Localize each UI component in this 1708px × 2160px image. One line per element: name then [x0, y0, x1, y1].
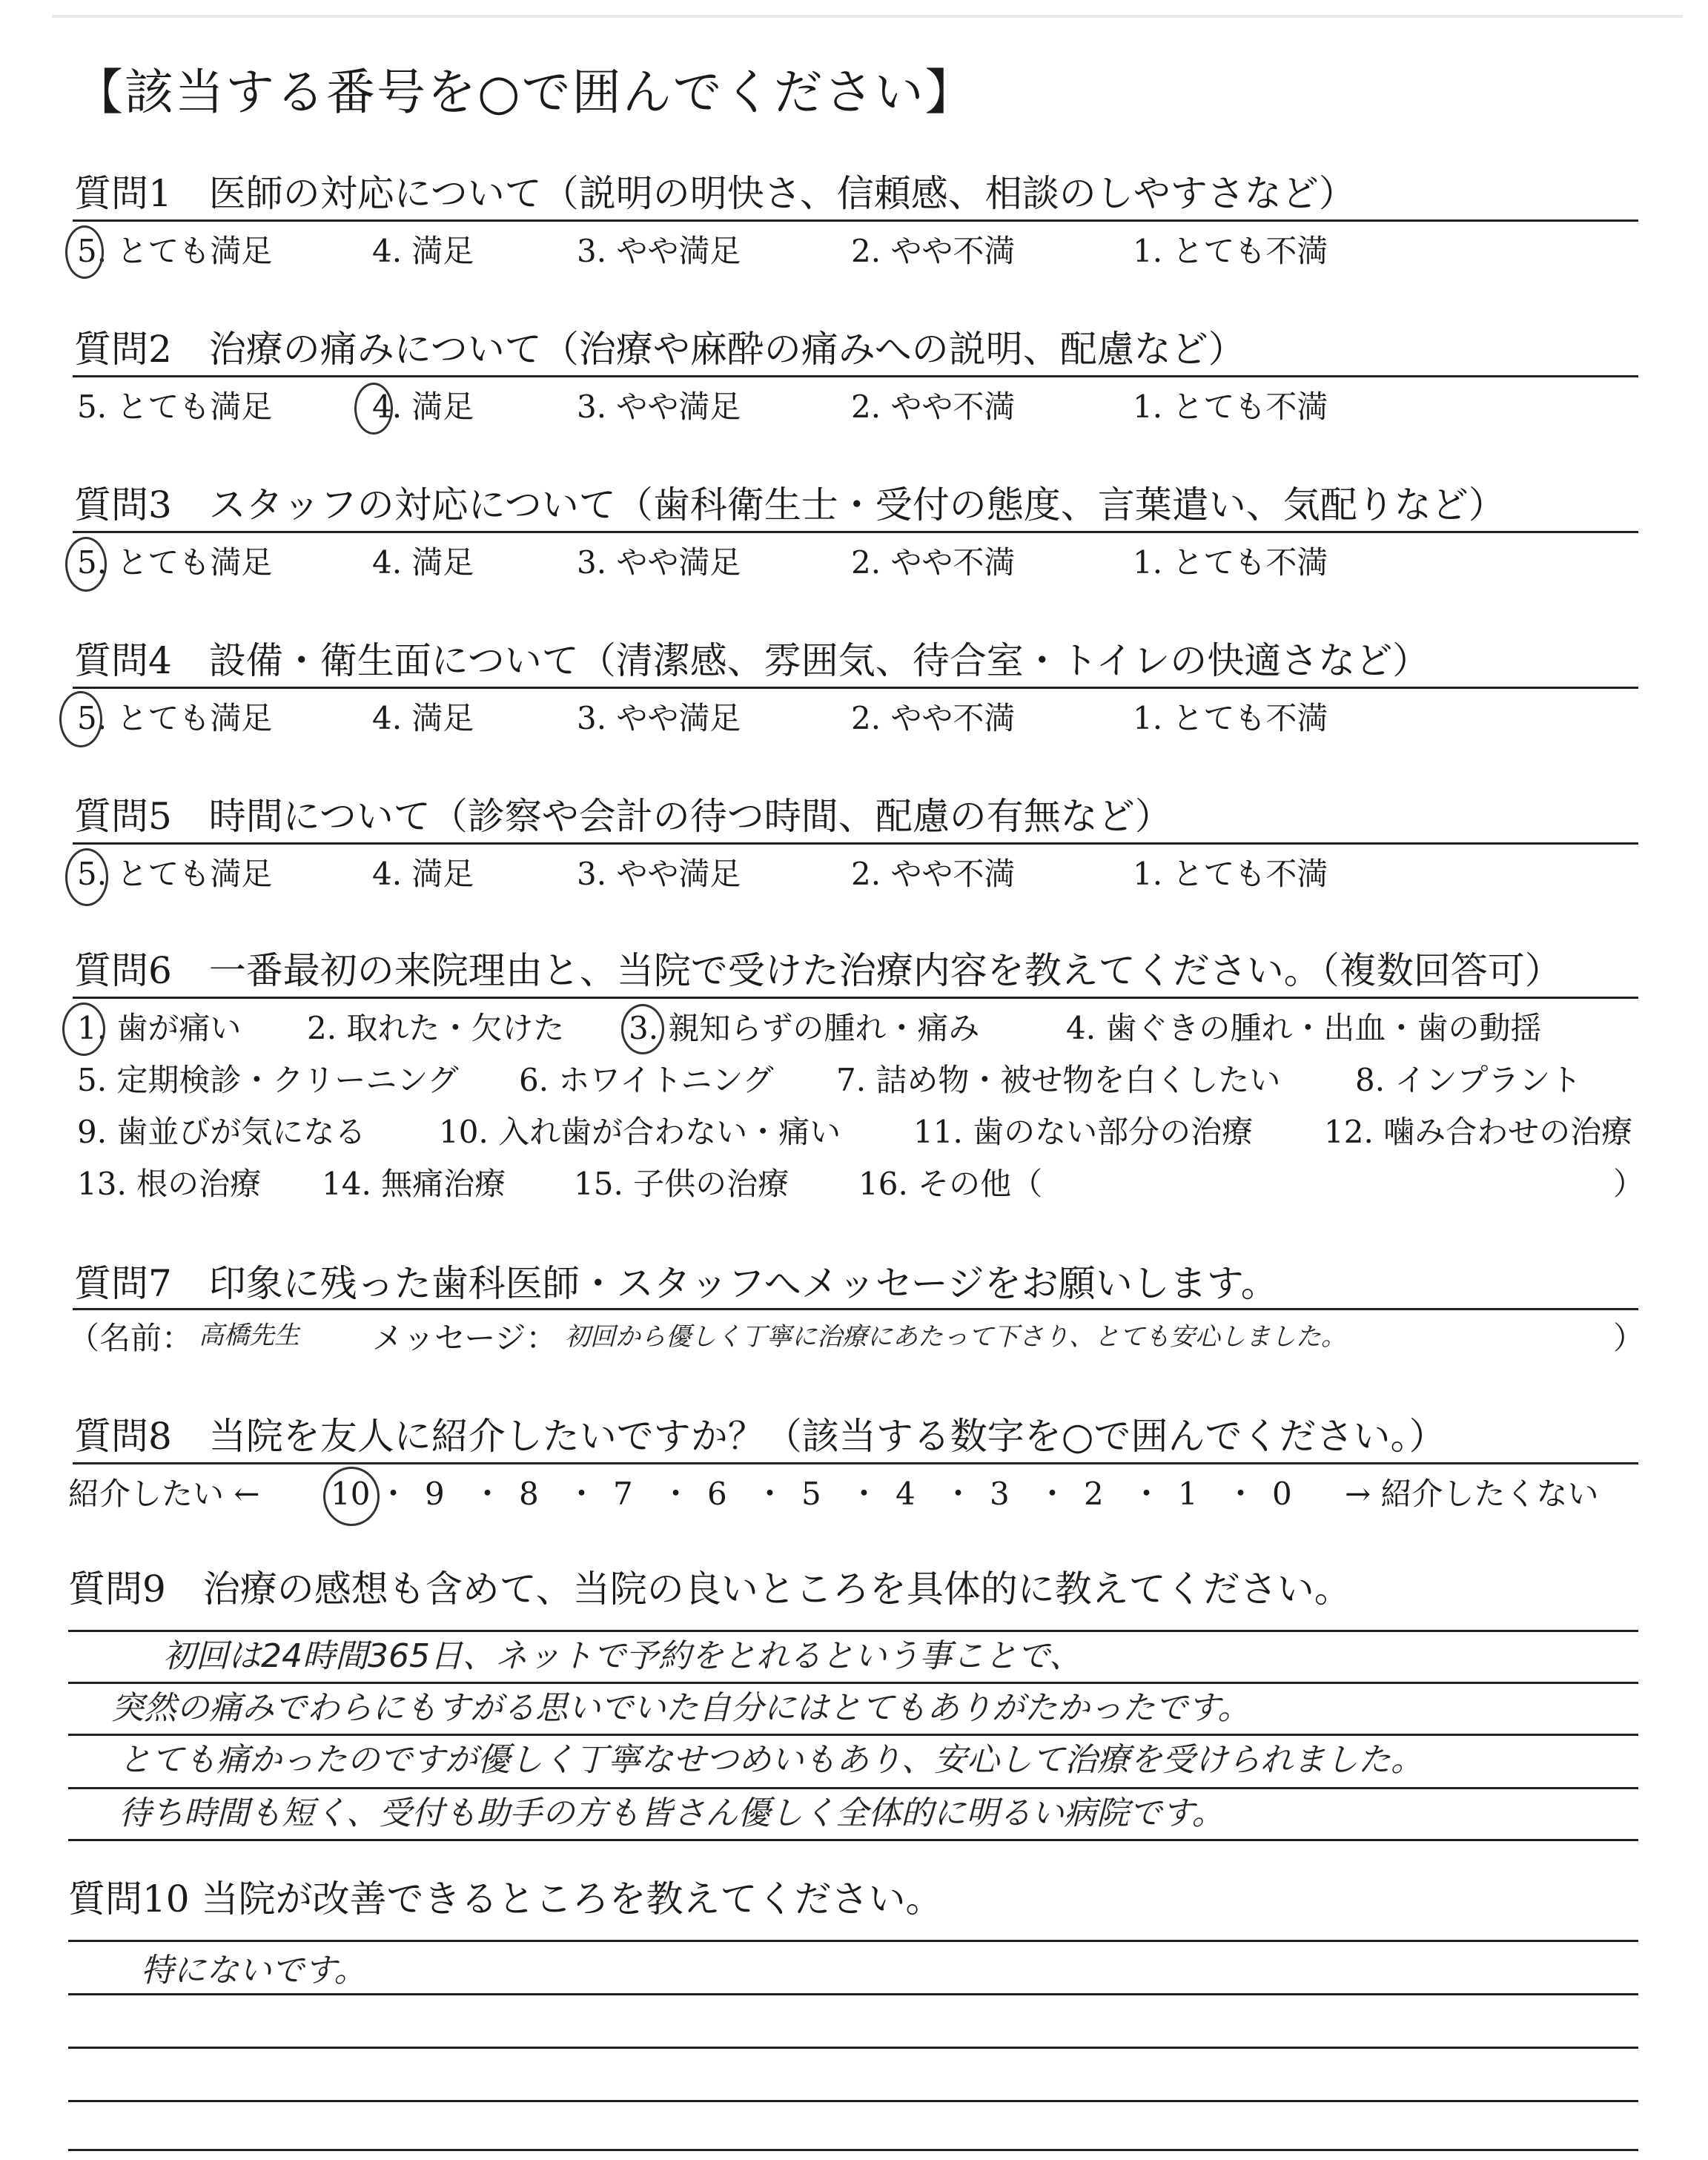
- q4-option-2[interactable]: 2. やや不満: [851, 700, 1016, 736]
- q4-option-5[interactable]: 5. とても満足: [77, 700, 273, 736]
- q1-option-4[interactable]: 4. 満足: [372, 233, 474, 269]
- q8-scale-separator: ・: [1131, 1476, 1162, 1512]
- q8-scale-value-3[interactable]: 3: [990, 1476, 1010, 1512]
- q7-name-label: （名前：: [68, 1320, 193, 1356]
- q2-option-4[interactable]: 4. 満足: [372, 389, 474, 425]
- q1-title: 質問1 医師の対応について（説明の明快さ、信頼感、相談のしやすさなど）: [74, 172, 1356, 215]
- q3-rule: [73, 531, 1638, 533]
- q6-title: 質問6 一番最初の来院理由と、当院で受けた治療内容を教えてください。（複数回答可）: [74, 949, 1562, 992]
- q8-scale-value-9[interactable]: 9: [425, 1476, 445, 1512]
- q6-option-1[interactable]: 1. 歯が痛い: [77, 1010, 242, 1046]
- q6-option-8[interactable]: 8. インプラント: [1355, 1062, 1582, 1098]
- q6-option-15[interactable]: 15. 子供の治療: [574, 1166, 790, 1202]
- q9-line-4: [68, 1839, 1638, 1841]
- q6-rule: [73, 997, 1638, 999]
- q6-option-2[interactable]: 2. 取れた・欠けた: [307, 1010, 565, 1046]
- q2-option-1[interactable]: 1. とても不満: [1133, 389, 1328, 425]
- q8-scale-value-8[interactable]: 8: [519, 1476, 539, 1512]
- q8-scale-separator: ・: [754, 1476, 786, 1512]
- q6-option-12[interactable]: 12. 噛み合わせの治療: [1324, 1114, 1633, 1150]
- q10-answer-line-1[interactable]: 特にないです。: [141, 1952, 367, 1989]
- q2-option-2[interactable]: 2. やや不満: [851, 389, 1016, 425]
- q1-answer-circle: [65, 225, 104, 279]
- q5-option-5[interactable]: 5. とても満足: [77, 856, 273, 892]
- q5-option-2[interactable]: 2. やや不満: [851, 856, 1016, 892]
- q4-option-4[interactable]: 4. 満足: [372, 700, 474, 736]
- q5-option-1[interactable]: 1. とても不満: [1133, 856, 1328, 892]
- scan-edge: [52, 15, 1683, 18]
- q1-option-2[interactable]: 2. やや不満: [851, 233, 1016, 269]
- q8-scale-value-0[interactable]: 0: [1272, 1476, 1292, 1512]
- q9-answer-line-2[interactable]: 突然の痛みでわらにもすがる思いでいた自分にはとてもありがたかったです。: [111, 1689, 1251, 1727]
- q8-right-label: → 紹介したくない: [1345, 1476, 1599, 1512]
- q6-option-16[interactable]: 16. その他（: [858, 1166, 1043, 1202]
- q7-name-value[interactable]: 高橋先生: [199, 1321, 299, 1350]
- q8-scale-value-6[interactable]: 6: [707, 1476, 727, 1512]
- q2-rule: [73, 375, 1638, 377]
- q1-rule: [73, 219, 1638, 222]
- q3-option-5[interactable]: 5. とても満足: [77, 544, 273, 581]
- q9-line-top: [68, 1630, 1638, 1632]
- q10-line-1: [68, 1993, 1638, 1995]
- q8-title: 質問8 当院を友人に紹介したいですか？（該当する数字を○で囲んでください。）: [74, 1415, 1446, 1458]
- page-title: 【該当する番号を○で囲んでください】: [74, 64, 976, 121]
- q10-line-2: [68, 2047, 1638, 2049]
- q3-option-2[interactable]: 2. やや不満: [851, 544, 1016, 581]
- q4-rule: [73, 687, 1638, 689]
- q9-line-2: [68, 1734, 1638, 1736]
- q1-option-5[interactable]: 5. とても満足: [77, 233, 273, 269]
- q5-answer-circle: [65, 848, 108, 906]
- q6-option-7[interactable]: 7. 詰め物・被せ物を白くしたい: [836, 1062, 1281, 1098]
- q9-line-3: [68, 1787, 1638, 1789]
- q9-answer-line-3[interactable]: とても痛かったのですが優しく丁寧なせつめいもあり、安心して治療を受けられました。: [119, 1741, 1423, 1779]
- q3-answer-circle: [65, 537, 107, 592]
- q9-answer-line-4[interactable]: 待ち時間も短く、受付も助手の方も皆さん優しく全体的に明るい病院です。: [119, 1794, 1225, 1832]
- q5-rule: [73, 842, 1638, 845]
- q8-scale-separator: ・: [1036, 1476, 1068, 1512]
- q10-title: 質問10 当院が改善できるところを教えてください。: [68, 1877, 943, 1920]
- q4-answer-circle: [59, 691, 102, 747]
- q4-option-3[interactable]: 3. やや満足: [577, 700, 741, 736]
- q9-answer-line-1[interactable]: 初回は24時間365日、ネットで予約をとれるという事ことで、: [163, 1637, 1082, 1675]
- q6-option-3[interactable]: 3. 親知らずの腫れ・痛み: [629, 1010, 980, 1046]
- q7-close: ）: [1613, 1320, 1645, 1356]
- q6-answer-circle-3: [621, 1004, 664, 1054]
- q6-option-10[interactable]: 10. 入れ歯が合わない・痛い: [439, 1114, 841, 1150]
- q10-line-3: [68, 2100, 1638, 2102]
- q3-option-3[interactable]: 3. やや満足: [577, 544, 741, 581]
- q7-message-value[interactable]: 初回から優しく丁寧に治療にあたって下さり、とても安心しました。: [565, 1322, 1346, 1352]
- q10-line-top: [68, 1940, 1638, 1942]
- q8-scale-value-5[interactable]: 5: [801, 1476, 821, 1512]
- q6-option-5[interactable]: 5. 定期検診・クリーニング: [77, 1062, 459, 1098]
- q6-option-13[interactable]: 13. 根の治療: [77, 1166, 262, 1202]
- q8-left-label: 紹介したい ←: [68, 1476, 260, 1512]
- q4-title: 質問4 設備・衛生面について（清潔感、雰囲気、待合室・トイレの快適さなど）: [74, 639, 1430, 682]
- q8-scale-separator: ・: [471, 1476, 503, 1512]
- q8-answer-circle: [323, 1467, 380, 1526]
- q6-option-11[interactable]: 11. 歯のない部分の治療: [913, 1114, 1254, 1150]
- q8-scale-separator: ・: [660, 1476, 692, 1512]
- q8-scale-value-1[interactable]: 1: [1178, 1476, 1198, 1512]
- q8-scale-value-4[interactable]: 4: [896, 1476, 916, 1512]
- q9-title: 質問9 治療の感想も含めて、当院の良いところを具体的に教えてください。: [68, 1568, 1351, 1611]
- q3-option-4[interactable]: 4. 満足: [372, 544, 474, 581]
- q2-option-3[interactable]: 3. やや満足: [577, 389, 741, 425]
- q3-option-1[interactable]: 1. とても不満: [1133, 544, 1328, 581]
- q7-message-label: メッセージ：: [372, 1320, 557, 1356]
- q4-option-1[interactable]: 1. とても不満: [1133, 700, 1328, 736]
- q6-option-9[interactable]: 9. 歯並びが気になる: [77, 1114, 366, 1150]
- q2-answer-circle: [354, 383, 393, 435]
- q2-option-5[interactable]: 5. とても満足: [77, 389, 273, 425]
- q5-title: 質問5 時間について（診察や会計の待つ時間、配慮の有無など）: [74, 795, 1172, 838]
- q2-title: 質問2 治療の痛みについて（治療や麻酔の痛みへの説明、配慮など）: [74, 328, 1245, 371]
- q8-scale-separator: ・: [1225, 1476, 1257, 1512]
- q3-title: 質問3 スタッフの対応について（歯科衛生士・受付の態度、言葉遣い、気配りなど）: [74, 483, 1506, 526]
- q1-option-3[interactable]: 3. やや満足: [577, 233, 741, 269]
- q1-option-1[interactable]: 1. とても不満: [1133, 233, 1328, 269]
- q5-option-3[interactable]: 3. やや満足: [577, 856, 741, 892]
- q8-scale-separator: ・: [942, 1476, 974, 1512]
- q10-line-4: [68, 2149, 1638, 2151]
- q8-rule: [73, 1462, 1638, 1464]
- q8-scale-separator: ・: [566, 1476, 598, 1512]
- q8-scale-value-7[interactable]: 7: [613, 1476, 633, 1512]
- q5-option-4[interactable]: 4. 満足: [372, 856, 474, 892]
- q6-option-14[interactable]: 14. 無痛治療: [322, 1166, 506, 1202]
- q8-scale-value-10[interactable]: 10: [331, 1476, 371, 1512]
- q8-scale-separator: ・: [848, 1476, 880, 1512]
- q8-scale-value-2[interactable]: 2: [1084, 1476, 1104, 1512]
- q6-other-close: ）: [1613, 1166, 1645, 1202]
- q8-scale-separator: ・: [377, 1476, 409, 1512]
- q6-option-4[interactable]: 4. 歯ぐきの腫れ・出血・歯の動揺: [1066, 1010, 1542, 1046]
- q9-line-1: [68, 1682, 1638, 1684]
- q7-rule: [73, 1308, 1638, 1310]
- q6-option-6[interactable]: 6. ホワイトニング: [519, 1062, 774, 1098]
- q7-title: 質問7 印象に残った歯科医師・スタッフへメッセージをお願いします。: [74, 1262, 1278, 1305]
- q6-answer-circle-1: [62, 1003, 105, 1056]
